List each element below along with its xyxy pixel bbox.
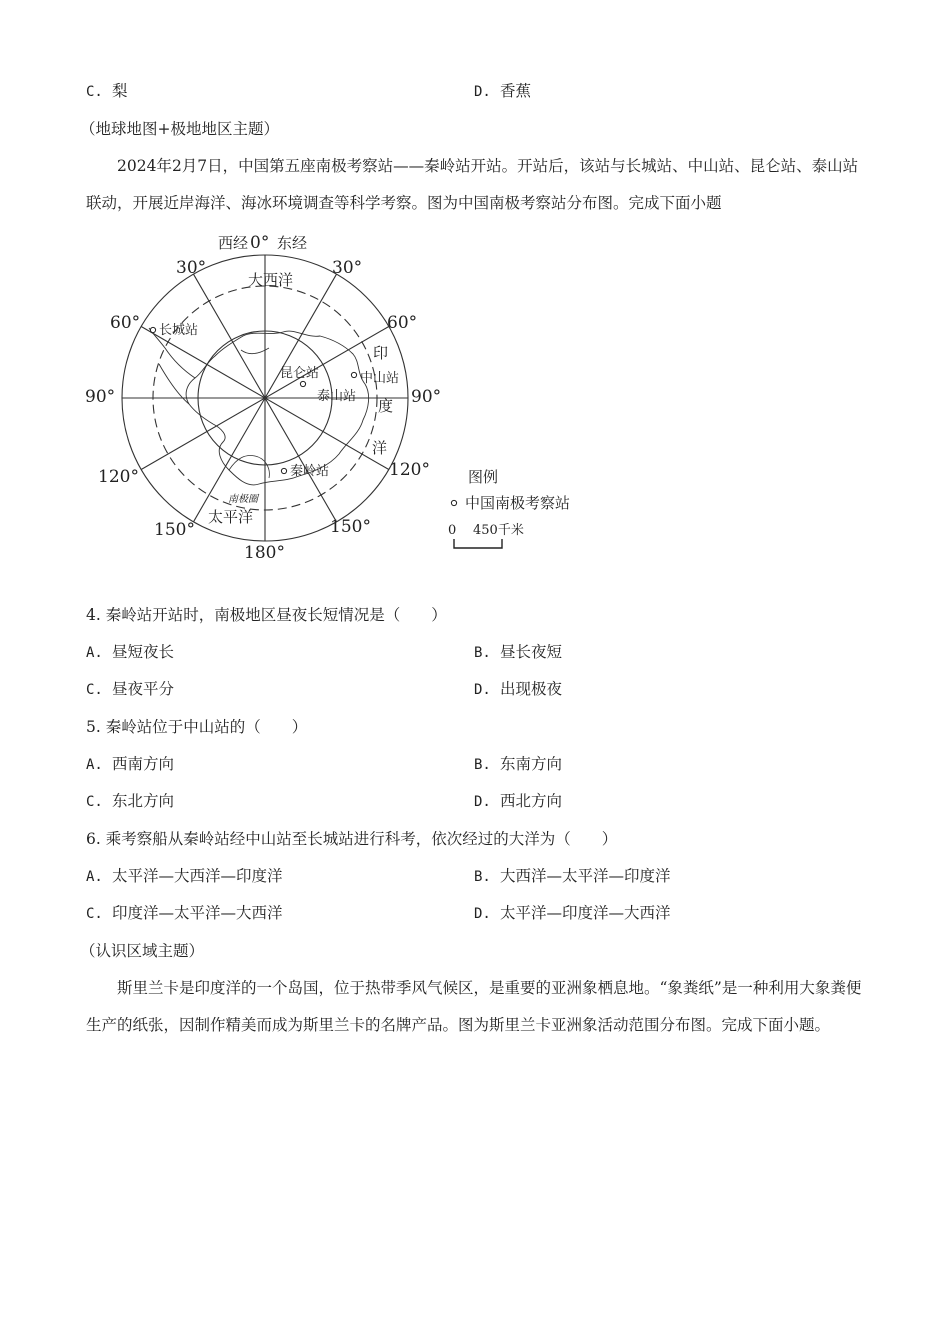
antarctic-station-map — [80, 230, 600, 570]
station-kunlun: 昆仑站 — [280, 366, 320, 381]
station-marker-qinling — [281, 468, 286, 473]
option-text: 东北方向 — [112, 792, 175, 810]
station-marker-changcheng — [150, 327, 155, 332]
q4-option-c — [86, 678, 174, 701]
q5-option-d — [474, 790, 562, 813]
option-label: D. — [474, 84, 491, 100]
map-svg — [80, 230, 600, 570]
ice-shelf — [229, 456, 269, 478]
scale-zero: 0 — [448, 523, 457, 538]
option-text: 昼长夜短 — [500, 643, 563, 661]
label-east: 东经 — [277, 234, 308, 252]
section-paragraph-polar: 2024年2月7日，中国第五座南极考察站——秦岭站开站。开站后，该站与长城站、中山站、昆仑站、泰山站联动，开展近岸海洋、海冰环境调查等科学考察。图为中国南极考察站分布图。完成下面小题 — [86, 157, 859, 212]
deg-90-east: 90° — [411, 387, 442, 407]
station-zhongshan: 中山站 — [360, 371, 400, 386]
station-marker-kunlun — [300, 381, 305, 386]
deg-180: 180° — [244, 543, 285, 563]
deg-30-east: 30° — [332, 258, 363, 278]
q5-option-a — [86, 753, 174, 776]
deg-60-east: 60° — [387, 313, 418, 333]
deg-90-west: 90° — [85, 387, 116, 407]
station-marker-zhongshan — [351, 372, 356, 377]
station-qinling: 秦岭站 — [290, 464, 330, 479]
q6-option-d — [474, 902, 671, 925]
question-5-stem: 5. 秦岭站位于中山站的（ ） — [86, 718, 308, 736]
q4-option-b — [474, 641, 562, 664]
deg-120-east: 120° — [389, 460, 430, 480]
section-topic-polar: （地球地图+极地地区主题） — [80, 120, 279, 138]
option-label: D. — [474, 682, 491, 698]
label-atlantic: 大西洋 — [248, 271, 294, 289]
question-4-stem: 4. 秦岭站开站时，南极地区昼夜长短情况是（ ） — [86, 606, 447, 624]
option-label: D. — [474, 794, 491, 810]
label-indian-3: 洋 — [372, 439, 388, 457]
antarctic-peninsula — [149, 328, 195, 404]
option-label: B. — [474, 645, 491, 661]
label-indian-1: 印 — [373, 344, 389, 362]
scale-value: 450千米 — [473, 523, 524, 538]
option-c-prev — [86, 80, 128, 103]
option-label: A. — [86, 645, 103, 661]
q6-option-a — [86, 865, 283, 888]
option-label: B. — [474, 757, 491, 773]
option-text: 太平洋—印度洋—大西洋 — [500, 904, 671, 922]
option-text: 昼短夜长 — [112, 643, 175, 661]
option-label: B. — [474, 869, 491, 885]
option-label: A. — [86, 869, 103, 885]
option-d-prev — [474, 80, 531, 103]
label-pacific: 太平洋 — [208, 508, 254, 526]
option-text: 梨 — [112, 82, 128, 100]
option-label: D. — [474, 906, 491, 922]
option-text: 太平洋—大西洋—印度洋 — [112, 867, 283, 885]
station-changcheng: 长城站 — [159, 323, 199, 338]
label-zero: 0° — [250, 233, 270, 253]
scale-bar — [454, 539, 502, 548]
option-text: 出现极夜 — [500, 680, 563, 698]
option-text: 印度洋—太平洋—大西洋 — [112, 904, 283, 922]
deg-150-east: 150° — [330, 517, 371, 537]
legend-title: 图例 — [468, 468, 499, 486]
option-label: C. — [86, 794, 103, 810]
question-6-stem: 6. 乘考察船从秦岭站经中山站至长城站进行科考，依次经过的大洋为（ ） — [86, 830, 618, 848]
legend-station-icon — [451, 500, 456, 505]
option-text: 西南方向 — [112, 755, 175, 773]
deg-30-west: 30° — [176, 258, 207, 278]
option-text: 香蕉 — [500, 82, 532, 100]
option-text: 昼夜平分 — [112, 680, 175, 698]
station-taishan: 泰山站 — [317, 389, 357, 404]
option-label: A. — [86, 757, 103, 773]
section-paragraph-region: 斯里兰卡是印度洋的一个岛国，位于热带季风气候区，是重要的亚洲象栖息地。“象粪纸”是一种利用大象粪便生产的纸张，因制作精美而成为斯里兰卡的名牌产品。图为斯里兰卡亚洲象活动范围分布图。完成下面小题。 — [86, 979, 862, 1034]
q6-option-c — [86, 902, 283, 925]
label-west: 西经 — [218, 234, 249, 252]
q4-option-d — [474, 678, 562, 701]
meridian-lines — [122, 255, 408, 541]
section-topic-region: （认识区域主题） — [80, 942, 205, 960]
deg-150-west: 150° — [154, 520, 195, 540]
q5-option-b — [474, 753, 562, 776]
option-label: C. — [86, 682, 103, 698]
q4-option-a — [86, 641, 174, 664]
option-label: C. — [86, 84, 103, 100]
deg-60-west: 60° — [110, 313, 141, 333]
option-text: 大西洋—太平洋—印度洋 — [500, 867, 671, 885]
q6-option-b — [474, 865, 671, 888]
option-text: 西北方向 — [500, 792, 563, 810]
legend-item: 中国南极考察站 — [465, 494, 571, 512]
deg-120-west: 120° — [98, 467, 139, 487]
option-text: 东南方向 — [500, 755, 563, 773]
q5-option-c — [86, 790, 174, 813]
option-label: C. — [86, 906, 103, 922]
label-antarctic-circle: 南极圈 — [228, 494, 258, 505]
label-indian-2: 度 — [378, 397, 394, 415]
